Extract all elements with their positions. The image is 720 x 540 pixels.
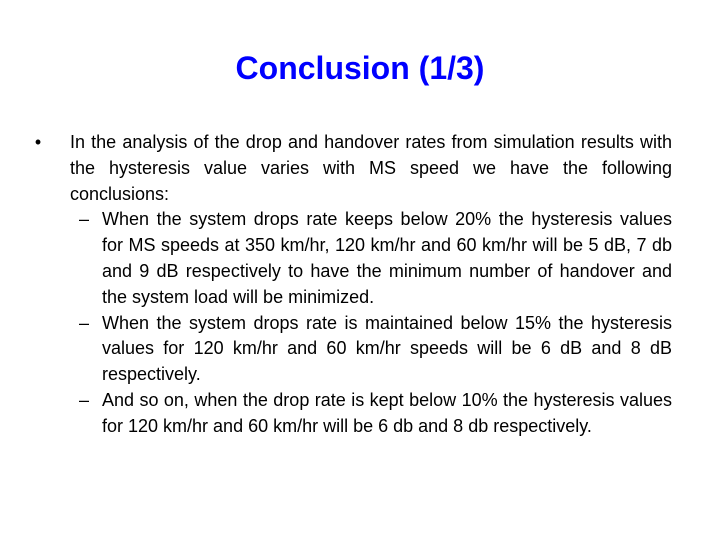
sub-bullet-list bbox=[70, 207, 672, 439]
sub-bullet-item bbox=[70, 311, 672, 388]
bullet-list bbox=[28, 130, 672, 440]
bullet-item bbox=[28, 130, 672, 440]
bullet-text: In the analysis of the drop and handover rates from simulation results with the hysteresis value varies with MS speed we have the following conclusions: bbox=[70, 132, 672, 204]
sub-bullet-marker: – bbox=[78, 389, 89, 410]
sub-bullet-item bbox=[70, 388, 672, 440]
sub-bullet-marker: – bbox=[78, 312, 89, 333]
sub-bullet-text: And so on, when the drop rate is kept below 10% the hysteresis values for 120 km/hr and 60 km/hr will be 6 db and 8 db respectively. bbox=[102, 389, 672, 436]
sub-bullet-text: When the system drops rate keeps below 20% the hysteresis values for MS speeds at 350 km/hr, 120 km/hr and 60 km/hr will be 5 dB, 7 db and 9 dB respectively to have the minimum number of handover and the system load will be minimized. bbox=[102, 209, 672, 307]
sub-bullet-item bbox=[70, 207, 672, 310]
sub-bullet-marker: – bbox=[78, 209, 89, 230]
slide-title: Conclusion (1/3) bbox=[235, 50, 485, 86]
bullet-marker: • bbox=[34, 132, 42, 152]
sub-bullet-text: When the system drops rate is maintained below 15% the hysteresis values for 120 km/hr and 60 km/hr speeds will be 6 dB and 8 dB respectively. bbox=[102, 312, 672, 385]
